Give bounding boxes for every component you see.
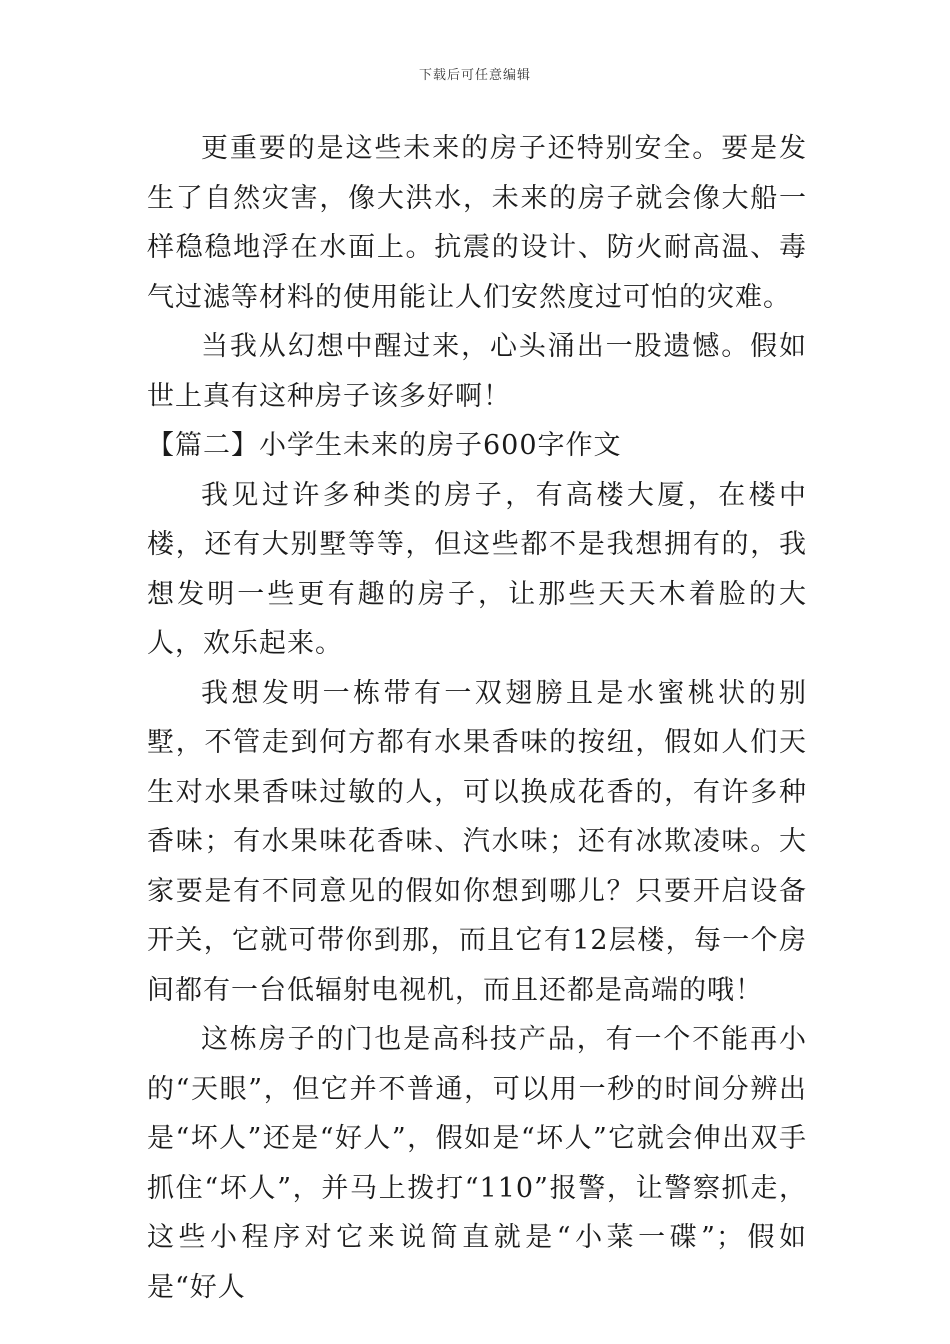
- paragraph-villa: 我想发明一栋带有一双翅膀且是水蜜桃状的别墅，不管走到何方都有水果香味的按纽，假如人们天生对水果香味过敏的人，可以换成花香的，有许多种香味；有水果味花香味、汽水味；还有冰欺凌味。大家要是有不同意见的假如你想到哪儿？只要开启设备开关，它就可带你到那，而且它有12层楼，每一个房间都有一台低辐射电视机，而且还都是高端的哦！: [147, 677, 807, 1006]
- paragraph-wake-up: 当我从幻想中醒过来，心头涌出一股遗憾。假如世上真有这种房子该多好啊！: [147, 331, 807, 412]
- page-header: 下载后可任意编辑: [418, 68, 531, 83]
- paragraph-intro: 我见过许多种类的房子，有高楼大厦，在楼中楼，还有大别墅等等，但这些都不是我想拥有的，我想发明一些更有趣的房子，让那些天天木着脸的大人，欢乐起来。: [147, 479, 807, 659]
- paragraph-safety: 更重要的是这些未来的房子还特别安全。要是发生了自然灾害，像大洪水，未来的房子就会像大船一样稳稳地浮在水面上。抗震的设计、防火耐高温、毒气过滤等材料的使用能让人们安然度过可怕的灾难。: [147, 133, 807, 313]
- paragraph-door: 这栋房子的门也是高科技产品，有一个不能再小的“天眼”，但它并不普通，可以用一秒的时间分辨出是“坏人”还是“好人”，假如是“坏人”它就会伸出双手抓住“坏人”，并马上拨打“110”报警，让警察抓走，这些小程序对它来说简直就是“小菜一碟”；假如是“好人: [147, 1024, 807, 1303]
- section-heading: 【篇二】小学生未来的房子600字作文: [147, 430, 622, 461]
- document-body: [147, 124, 807, 1312]
